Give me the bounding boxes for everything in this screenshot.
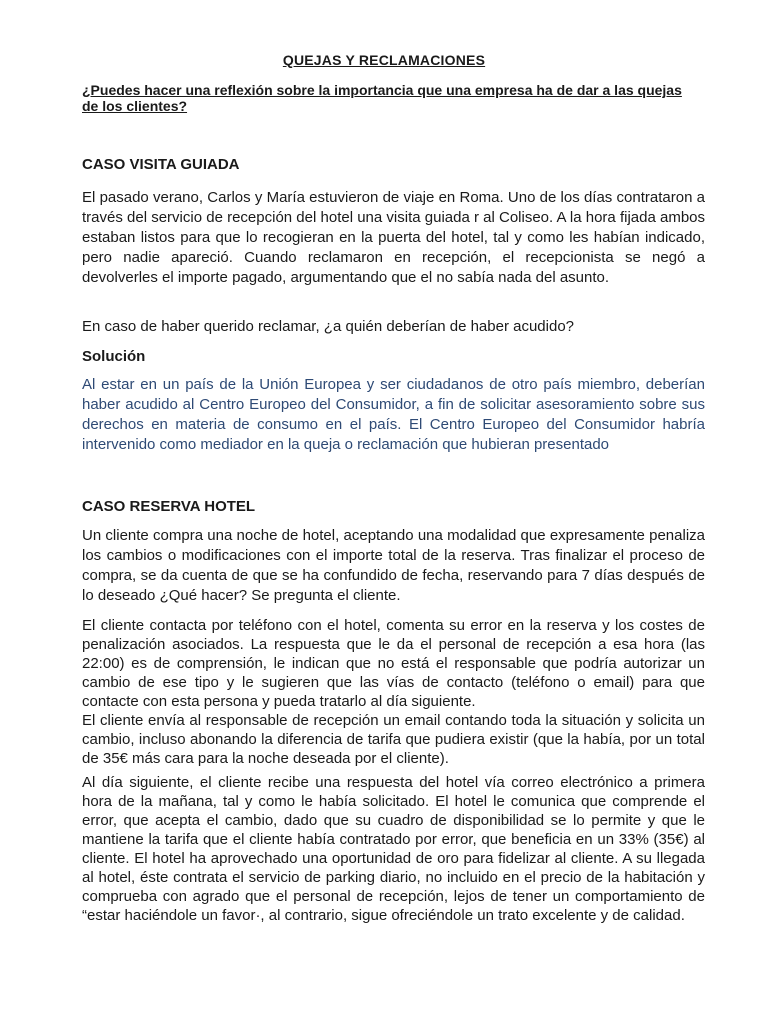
- case-paragraph: El pasado verano, Carlos y María estuvieron de viaje en Roma. Uno de los días contrataron a través del servicio de recepción del hotel una visita guiada r al Coliseo. A la hora fijada ambos estaban listos para que lo recogieran en la puerta del hotel, tal y como les habían indicado, pero nadie apareció. Cuando reclamaron en recepción, el recepcionista se negó a devolverles el importe pagado, argumentando que el no sabía nada del asunto.: [82, 189, 705, 286]
- case-heading-guided-visit: CASO VISITA GUIADA: [82, 156, 240, 173]
- case-heading-hotel-booking: CASO RESERVA HOTEL: [82, 498, 256, 515]
- solution-text: Al estar en un país de la Unión Europea y ser ciudadanos de otro país miembro, deberían haber acudido al Centro Europeo del Consumidor, a fin de solicitar asesoramiento sobre sus derechos en materia de consumo en el país. El Centro Europeo del Consumidor habría intervenido como mediador en la queja o reclamación que hubieran presentado: [82, 376, 705, 453]
- case-paragraph: El cliente envía al responsable de recepción un email contando toda la situación y solicita un cambio, incluso abonando la diferencia de tarifa que pudiera existir (que la había, por un total de 35€ más cara para la noche deseada por el cliente).: [82, 712, 705, 767]
- reflection-question: ¿Puedes hacer una reflexión sobre la importancia que una empresa ha de dar a las quejas de los clientes?: [82, 82, 682, 114]
- case-paragraph: El cliente contacta por teléfono con el hotel, comenta su error en la reserva y los costes de penalización asociados. La respuesta que le da el personal de recepción a esa hora (las 22:00) es de comprensión, le indican que no está el responsable que podría autorizar un cambio de ese tipo y le sugieren que las vías de contacto (teléfono o email) para que contacte con esta persona y pueda tratarlo al día siguiente.: [82, 617, 705, 710]
- solution-label: Solución: [82, 348, 146, 365]
- document-title: QUEJAS Y RECLAMACIONES: [282, 52, 486, 68]
- case-paragraph: Al día siguiente, el cliente recibe una respuesta del hotel vía correo electrónico a primera hora de la mañana, tal y como le había solicitado. El hotel le comunica que comprende el error, que acepta el cambio, dado que su cuadro de disponibilidad se lo permite y que le mantiene la tarifa que el cliente había contratado por error, que beneficia en un 33% (35€) al cliente. El hotel ha aprovechado una oportunidad de oro para fidelizar al cliente. A su llegada al hotel, éste contrata el servicio de parking diario, no incluido en el precio de la habitación y comprueba con agrado que el personal de recepción, lejos de tener un comportamiento de “estar haciéndole un favor·, al contrario, sigue ofreciéndole un trato excelente y de calidad.: [82, 774, 705, 924]
- case-paragraph: Un cliente compra una noche de hotel, aceptando una modalidad que expresamente penaliza los cambios o modificaciones con el importe total de la reserva. Tras finalizar el proceso de compra, se da cuenta de que se ha confundido de fecha, reservando para 7 días después de lo deseado ¿Qué hacer? Se pregunta el cliente.: [82, 527, 705, 604]
- case-prompt: En caso de haber querido reclamar, ¿a quién deberían de haber acudido?: [82, 318, 575, 335]
